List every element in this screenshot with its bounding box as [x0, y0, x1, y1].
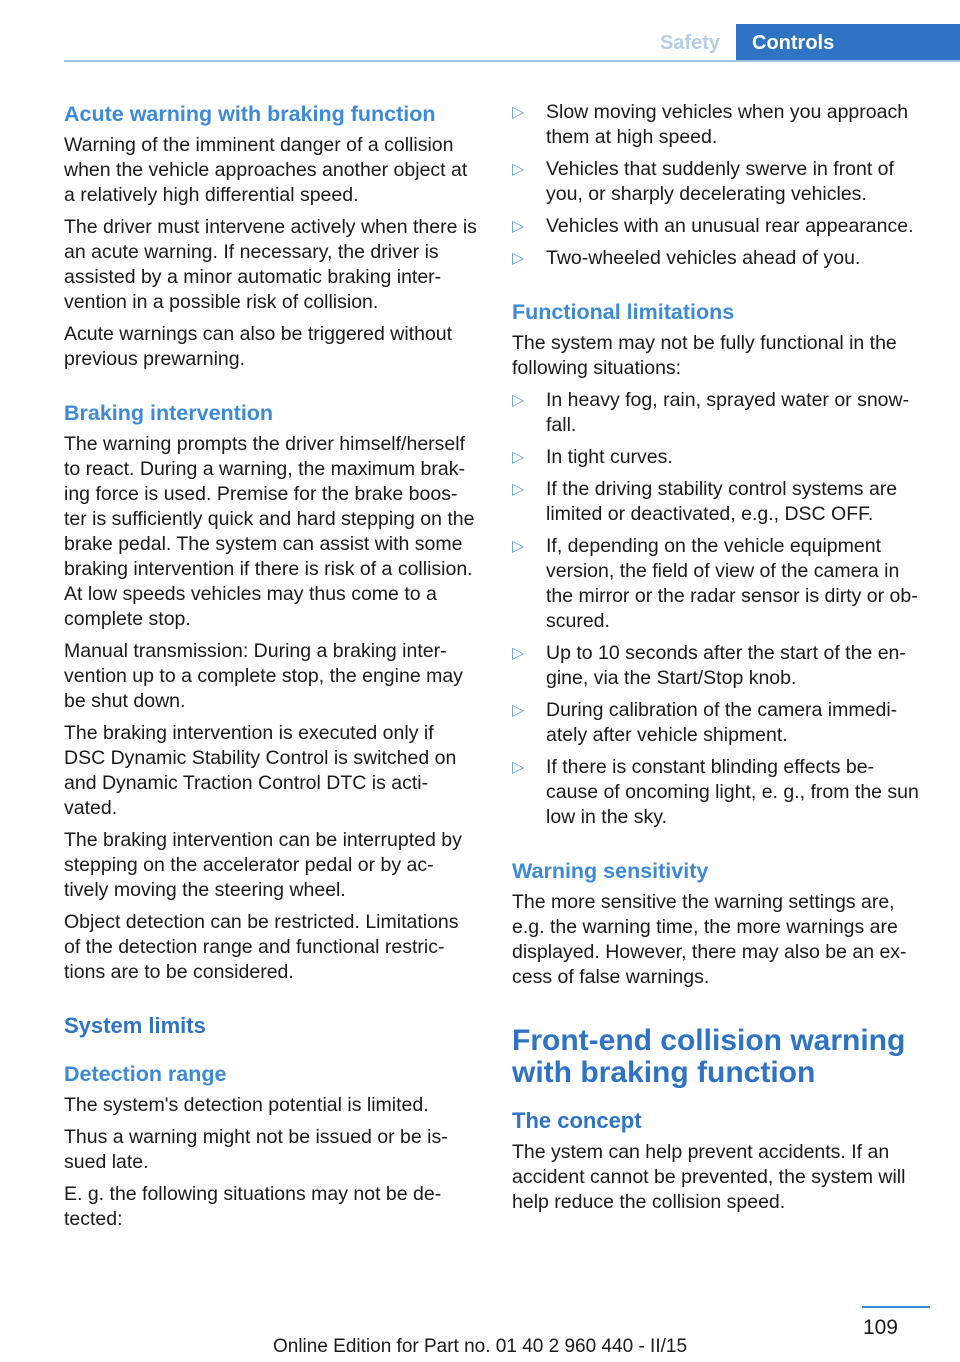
braking-intervention-paragraph: Manual transmission: During a braking inter‐ vention up to a complete stop, the engine may be shut down. — [64, 640, 463, 712]
list-item: ▷ Two-wheeled vehicles ahead of you. — [512, 247, 861, 269]
footer-divider — [862, 1306, 930, 1308]
section-tab: Safety — [659, 32, 720, 54]
list-item: ▷ During calibration of the camera immedi‐ ately after vehicle shipment. — [512, 699, 898, 746]
edition-footer: Online Edition for Part no. 01 40 2 960 440 - II/15 — [272, 1336, 688, 1357]
functional-limitations-intro: The system may not be fully functional in the following situations: — [512, 332, 897, 379]
page-header — [0, 0, 960, 62]
detection-range-heading: Detection range — [64, 1062, 227, 1086]
list-item: ▷ If there is constant blinding effects be‐ cause of oncoming light, e. g., from the sun low in the sky. — [512, 756, 919, 828]
detection-range-paragraph: Thus a warning might not be issued or be is‐ sued late. — [64, 1126, 448, 1173]
braking-intervention-paragraph: The braking intervention can be interrupted by stepping on the accelerator pedal or by ac‐ tively moving the steering wheel. — [64, 829, 462, 901]
list-item: ▷ In heavy fog, rain, sprayed water or snow‐ fall. — [512, 389, 910, 436]
list-item: ▷ If, depending on the vehicle equipment version, the field of view of the camera in the mirror or the radar sensor is dirty or ob‐ scured. — [512, 535, 918, 632]
braking-intervention-heading: Braking intervention — [64, 401, 274, 425]
triangle-right-icon: ▷ — [512, 481, 525, 498]
acute-warning-paragraph: Acute warnings can also be triggered without previous prewarning. — [64, 323, 453, 370]
concept-heading: The concept — [512, 1108, 642, 1133]
triangle-right-icon: ▷ — [512, 218, 525, 235]
list-item: ▷ Vehicles that suddenly swerve in front of you, or sharply decelerating vehicles. — [512, 158, 894, 205]
triangle-right-icon: ▷ — [512, 161, 525, 178]
undetected-situations-list — [512, 100, 928, 271]
detection-range-paragraph: The system's detection potential is limited. — [64, 1094, 429, 1116]
list-item: ▷ Vehicles with an unusual rear appearance. — [512, 215, 914, 237]
functional-limitations-list — [512, 388, 928, 830]
acute-warning-paragraph: The driver must intervene actively when there is an acute warning. If necessary, the driver is assisted by a minor automatic braking inter‐ vention in a possible risk of collision. — [64, 216, 477, 313]
acute-warning-heading: Acute warning with braking function — [64, 102, 436, 126]
braking-intervention-paragraph: The braking intervention is executed only if DSC Dynamic Stability Control is switched on and Dynamic Traction Control DTC is acti‐ vated. — [64, 722, 457, 819]
list-item: ▷ Up to 10 seconds after the start of the en‐ gine, via the Start/Stop knob. — [512, 642, 906, 689]
braking-intervention-paragraph: The warning prompts the driver himself/herself to react. During a warning, the maximum brak‐ ing force is used. Premise for the brake boos‐ ter is sufficiently quick and hard stepping on the brake pedal. The system can assist with some braking intervention if there is risk of a collision. At low speeds vehicles may thus come to a complete stop. — [64, 433, 475, 630]
concept-paragraph: The ystem can help prevent accidents. If an accident cannot be prevented, the system will help reduce the collision speed. — [512, 1141, 906, 1213]
left-column — [64, 100, 478, 1239]
header-divider — [64, 60, 960, 62]
functional-limitations-heading: Functional limitations — [512, 300, 735, 324]
triangle-right-icon: ▷ — [512, 702, 525, 719]
triangle-right-icon: ▷ — [512, 104, 525, 121]
list-item: ▷ If the driving stability control systems are limited or deactivated, e.g., DSC OFF. — [512, 478, 898, 525]
chapter-tab: Controls — [736, 24, 960, 62]
triangle-right-icon: ▷ — [512, 538, 525, 555]
acute-warning-paragraph: Warning of the imminent danger of a collision when the vehicle approaches another object at a relatively high differential speed. — [64, 134, 468, 206]
front-end-collision-heading: Front-end collision warning with braking function — [512, 1024, 906, 1089]
warning-sensitivity-heading: Warning sensitivity — [512, 859, 709, 883]
page-number: 109 — [862, 1316, 898, 1339]
triangle-right-icon: ▷ — [512, 645, 525, 662]
triangle-right-icon: ▷ — [512, 759, 525, 776]
warning-sensitivity-paragraph: The more sensitive the warning settings are, e.g. the warning time, the more warnings are displayed. However, there may also be an ex‐ cess of false warnings. — [512, 891, 907, 988]
right-column — [512, 100, 928, 1222]
list-item: ▷ Slow moving vehicles when you approach them at high speed. — [512, 101, 909, 148]
triangle-right-icon: ▷ — [512, 250, 525, 267]
list-item: ▷ In tight curves. — [512, 446, 673, 468]
system-limits-heading: System limits — [64, 1013, 206, 1038]
triangle-right-icon: ▷ — [512, 449, 525, 466]
braking-intervention-paragraph: Object detection can be restricted. Limitations of the detection range and functional restric‐ tions are to be considered. — [64, 911, 459, 983]
detection-range-paragraph: E. g. the following situations may not be de‐ tected: — [64, 1183, 442, 1230]
triangle-right-icon: ▷ — [512, 392, 525, 409]
